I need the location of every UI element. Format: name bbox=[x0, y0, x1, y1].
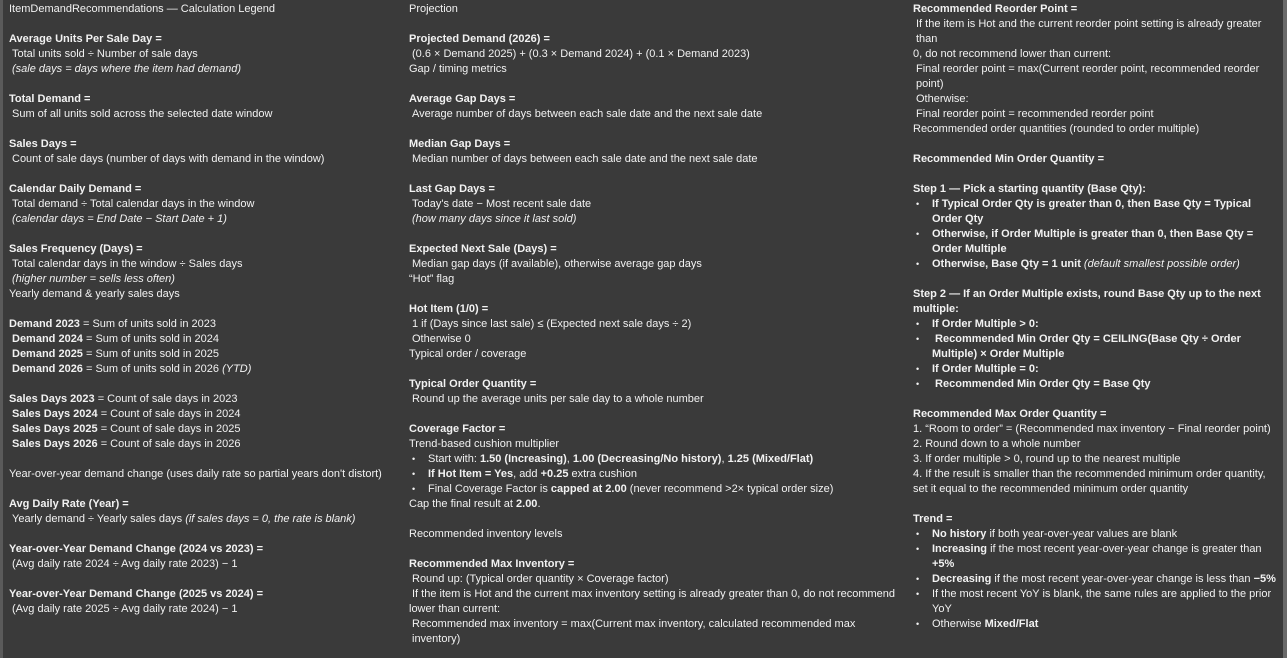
legend-line bbox=[409, 152, 904, 167]
spacer bbox=[913, 392, 1279, 407]
legend-line bbox=[409, 527, 904, 542]
legend-line bbox=[409, 317, 904, 332]
legend-term: Otherwise, Base Qty = 1 unit bbox=[932, 258, 1084, 270]
legend-text: “Hot” flag bbox=[409, 273, 455, 285]
legend-line bbox=[409, 587, 904, 602]
spacer bbox=[409, 287, 904, 302]
legend-line bbox=[913, 92, 1279, 107]
legend-text: = Count of sale days in 2026 bbox=[97, 438, 241, 450]
legend-line bbox=[913, 182, 1279, 197]
spacer bbox=[9, 452, 401, 467]
spacer bbox=[409, 512, 904, 527]
legend-text: 4. If the result is smaller than the recommended minimum order quantity, set it equal to the recommended minimum order quantity bbox=[913, 468, 1269, 495]
legend-note: (sale days = days where the item had demand) bbox=[12, 63, 241, 75]
legend-line bbox=[409, 392, 904, 407]
legend-line bbox=[9, 512, 401, 527]
legend-line bbox=[409, 197, 904, 212]
legend-term: If Order Multiple = 0: bbox=[932, 363, 1039, 375]
legend-bullet-item bbox=[913, 572, 1279, 587]
spacer bbox=[409, 122, 904, 137]
legend-term: +5% bbox=[932, 558, 955, 570]
legend-line bbox=[409, 572, 904, 587]
legend-text: 3. If order multiple > 0, round up to the nearest multiple bbox=[913, 453, 1181, 465]
legend-line bbox=[913, 437, 1279, 452]
legend-line bbox=[9, 92, 401, 107]
legend-bullet-item bbox=[913, 587, 1279, 617]
spacer bbox=[9, 572, 401, 587]
legend-term: Year-over-Year Demand Change (2025 vs 2024) = bbox=[9, 588, 264, 600]
legend-column-projection bbox=[409, 2, 904, 647]
legend-line bbox=[9, 152, 401, 167]
legend-line bbox=[9, 107, 401, 122]
legend-text: = Sum of units sold in 2025 bbox=[82, 348, 219, 360]
legend-text: If the most recent YoY is blank, the same rules are applied to the prior YoY bbox=[932, 588, 1275, 615]
legend-line bbox=[9, 32, 401, 47]
legend-line bbox=[409, 242, 904, 257]
legend-bullet-item bbox=[409, 452, 904, 467]
legend-text: = Count of sale days in 2023 bbox=[94, 393, 238, 405]
legend-line bbox=[9, 317, 401, 332]
legend-line bbox=[409, 437, 904, 452]
legend-term: 1.50 (Increasing) bbox=[479, 453, 567, 465]
legend-bullet-item bbox=[913, 332, 1279, 362]
legend-text: Count of sale days (number of days with demand in the window) bbox=[12, 153, 325, 165]
legend-text: = Sum of units sold in 2026 bbox=[82, 363, 223, 375]
legend-text: Round up: (Typical order quantity × Coverage factor) bbox=[412, 573, 669, 585]
legend-line bbox=[409, 377, 904, 392]
legend-text: if the most recent year-over-year change is greater than bbox=[987, 543, 1265, 555]
legend-line bbox=[913, 422, 1279, 437]
legend-term: Avg Daily Rate (Year) = bbox=[9, 498, 129, 510]
legend-bullet-item bbox=[913, 377, 1279, 392]
legend-note: (calendar days = End Date − Start Date + 1) bbox=[12, 213, 227, 225]
legend-line bbox=[9, 242, 401, 257]
legend-text: = Count of sale days in 2024 bbox=[97, 408, 241, 420]
legend-line bbox=[913, 47, 1279, 62]
legend-line bbox=[9, 437, 401, 452]
spacer bbox=[409, 542, 904, 557]
legend-text: Median number of days between each sale date and the next sale date bbox=[412, 153, 758, 165]
legend-line bbox=[409, 62, 904, 77]
legend-text: Start with: bbox=[428, 453, 480, 465]
legend-line bbox=[9, 332, 401, 347]
legend-line bbox=[409, 497, 904, 512]
legend-line bbox=[9, 602, 401, 617]
legend-line bbox=[409, 182, 904, 197]
spacer bbox=[913, 167, 1279, 182]
legend-line bbox=[409, 257, 904, 272]
legend-line bbox=[9, 557, 401, 572]
legend-term: 2.00 bbox=[516, 498, 538, 510]
legend-note: (higher number = sells less often) bbox=[12, 273, 175, 285]
legend-term: Recommended Min Order Qty = Base Qty bbox=[932, 378, 1151, 390]
legend-line bbox=[409, 602, 904, 617]
legend-term: Sales Days 2023 bbox=[9, 393, 95, 405]
legend-line bbox=[409, 272, 904, 287]
legend-text: Yearly demand ÷ Yearly sales days bbox=[12, 513, 186, 525]
spacer bbox=[409, 167, 904, 182]
legend-text: Final reorder point = max(Current reorder point, recommended reorder point) bbox=[916, 63, 1263, 90]
legend-text: if both year-over-year values are blank bbox=[986, 528, 1178, 540]
legend-term: Demand 2024 bbox=[12, 333, 83, 345]
legend-line bbox=[913, 407, 1279, 422]
spacer bbox=[409, 77, 904, 92]
legend-term: Increasing bbox=[932, 543, 988, 555]
legend-text: lower than current: bbox=[409, 603, 501, 615]
legend-term: Mixed/Flat bbox=[984, 618, 1039, 630]
legend-term: If Typical Order Qty is greater than 0, then Base Qty = Typical Order Qty bbox=[932, 198, 1255, 225]
legend-term: Expected Next Sale (Days) = bbox=[409, 243, 557, 255]
legend-note: (if sales days = 0, the rate is blank) bbox=[185, 513, 356, 525]
legend-line bbox=[913, 452, 1279, 467]
legend-line bbox=[913, 467, 1279, 497]
spacer bbox=[409, 227, 904, 242]
legend-line bbox=[9, 392, 401, 407]
legend-term: Decreasing bbox=[932, 573, 992, 585]
legend-text: Otherwise 0 bbox=[412, 333, 471, 345]
legend-bullet-item bbox=[913, 527, 1279, 542]
spacer bbox=[409, 17, 904, 32]
legend-line bbox=[409, 2, 904, 17]
legend-term: Demand 2023 bbox=[9, 318, 80, 330]
legend-column-recommendations bbox=[913, 2, 1279, 632]
legend-term: No history bbox=[932, 528, 987, 540]
legend-term: Sales Frequency (Days) = bbox=[9, 243, 143, 255]
legend-term: Demand 2026 bbox=[12, 363, 83, 375]
legend-term: 1.25 (Mixed/Flat) bbox=[727, 453, 814, 465]
legend-line bbox=[9, 137, 401, 152]
legend-term: Step 2 — If an Order Multiple exists, round Base Qty up to the next multiple: bbox=[913, 288, 1264, 315]
vertical-scrollbar[interactable] bbox=[1283, 0, 1287, 658]
legend-term: Recommended Reorder Point = bbox=[913, 3, 1078, 15]
legend-text: If the item is Hot and the current reorder point setting is already greater than bbox=[916, 18, 1265, 45]
spacer bbox=[9, 302, 401, 317]
legend-line bbox=[913, 2, 1279, 17]
legend-line bbox=[9, 347, 401, 362]
legend-text: , bbox=[566, 453, 573, 465]
legend-text: Year-over-year demand change (uses daily rate so partial years don't distort) bbox=[9, 468, 382, 480]
legend-term: Total Demand = bbox=[9, 93, 91, 105]
legend-term: Coverage Factor = bbox=[409, 423, 506, 435]
legend-text: 1. “Room to order” = (Recommended max inventory − Final reorder point) bbox=[913, 423, 1271, 435]
legend-text: (Avg daily rate 2025 ÷ Avg daily rate 2024) − 1 bbox=[12, 603, 238, 615]
legend-bullet-item bbox=[913, 197, 1279, 227]
legend-line bbox=[913, 287, 1279, 317]
legend-term: Step 1 — Pick a starting quantity (Base Qty): bbox=[913, 183, 1146, 195]
spacer bbox=[409, 362, 904, 377]
legend-text: Cap the final result at bbox=[409, 498, 517, 510]
spacer bbox=[9, 122, 401, 137]
legend-term: Sales Days 2025 bbox=[12, 423, 98, 435]
legend-term: Typical Order Quantity = bbox=[409, 378, 537, 390]
legend-line bbox=[409, 557, 904, 572]
legend-line bbox=[913, 62, 1279, 92]
legend-text: Otherwise bbox=[932, 618, 985, 630]
legend-line bbox=[9, 362, 401, 377]
legend-line bbox=[9, 422, 401, 437]
legend-text: Total units sold ÷ Number of sale days bbox=[12, 48, 198, 60]
legend-note: (how many days since it last sold) bbox=[412, 213, 577, 225]
legend-line bbox=[9, 182, 401, 197]
legend-text: Otherwise: bbox=[916, 93, 969, 105]
legend-line bbox=[409, 47, 904, 62]
legend-line bbox=[9, 542, 401, 557]
legend-note: (YTD) bbox=[222, 363, 252, 375]
legend-text: Average number of days between each sale date and the next sale date bbox=[412, 108, 763, 120]
legend-bullet-item bbox=[913, 617, 1279, 632]
legend-term: Hot Item (1/0) = bbox=[409, 303, 489, 315]
legend-text: Sum of all units sold across the selected date window bbox=[12, 108, 273, 120]
legend-bullet-item bbox=[913, 542, 1279, 572]
legend-text: Projection bbox=[409, 3, 458, 15]
legend-text: extra cushion bbox=[568, 468, 637, 480]
legend-text: Recommended inventory levels bbox=[409, 528, 563, 540]
legend-text: Total demand ÷ Total calendar days in the window bbox=[12, 198, 255, 210]
legend-line bbox=[9, 197, 401, 212]
legend-term: Sales Days 2026 bbox=[12, 438, 98, 450]
legend-line bbox=[409, 422, 904, 437]
legend-term: Recommended Max Order Quantity = bbox=[913, 408, 1107, 420]
legend-text: Typical order / coverage bbox=[409, 348, 527, 360]
legend-text: (Avg daily rate 2024 ÷ Avg daily rate 2023) − 1 bbox=[12, 558, 238, 570]
legend-term: −5% bbox=[1253, 573, 1276, 585]
legend-text: = Count of sale days in 2025 bbox=[97, 423, 241, 435]
legend-line bbox=[913, 122, 1279, 137]
legend-term: Recommended Max Inventory = bbox=[409, 558, 575, 570]
legend-text: Recommended order quantities (rounded to order multiple) bbox=[913, 123, 1200, 135]
legend-bullet-item bbox=[409, 467, 904, 482]
legend-term: Year-over-Year Demand Change (2024 vs 2023) = bbox=[9, 543, 264, 555]
legend-text: , add bbox=[513, 468, 541, 480]
legend-line bbox=[9, 62, 401, 77]
legend-line bbox=[409, 302, 904, 317]
legend-text: Today's date − Most recent sale date bbox=[412, 198, 592, 210]
legend-line bbox=[409, 332, 904, 347]
spacer bbox=[9, 482, 401, 497]
legend-text: Final Coverage Factor is bbox=[428, 483, 551, 495]
spacer bbox=[913, 497, 1279, 512]
spacer bbox=[9, 527, 401, 542]
legend-term: Median Gap Days = bbox=[409, 138, 511, 150]
legend-term: Sales Days = bbox=[9, 138, 77, 150]
legend-term: Last Gap Days = bbox=[409, 183, 495, 195]
legend-text: 0, do not recommend lower than current: bbox=[913, 48, 1112, 60]
legend-line bbox=[9, 272, 401, 287]
legend-term: +0.25 bbox=[540, 468, 569, 480]
legend-text: . bbox=[537, 498, 541, 510]
legend-text: if the most recent year-over-year change is less than bbox=[991, 573, 1254, 585]
legend-term: Recommended Min Order Qty = CEILING(Base Qty ÷ Order Multiple) × Order Multiple bbox=[932, 333, 1244, 360]
legend-line bbox=[9, 497, 401, 512]
legend-text: Yearly demand & yearly sales days bbox=[9, 288, 180, 300]
legend-term: Trend = bbox=[913, 513, 953, 525]
legend-text: Final reorder point = recommended reorder point bbox=[916, 108, 1154, 120]
legend-line bbox=[9, 257, 401, 272]
legend-term: Otherwise, if Order Multiple is greater than 0, then Base Qty = Order Multiple bbox=[932, 228, 1257, 255]
spacer bbox=[9, 377, 401, 392]
spacer bbox=[9, 77, 401, 92]
legend-term: If Order Multiple > 0: bbox=[932, 318, 1039, 330]
legend-text: 1 if (Days since last sale) ≤ (Expected next sale days ÷ 2) bbox=[412, 318, 692, 330]
legend-line bbox=[409, 617, 904, 647]
legend-bullet-item bbox=[913, 362, 1279, 377]
legend-line bbox=[913, 152, 1279, 167]
legend-term: Average Units Per Sale Day = bbox=[9, 33, 162, 45]
legend-text: = Sum of units sold in 2024 bbox=[82, 333, 219, 345]
legend-text: If the item is Hot and the current max inventory setting is already greater than 0, do not recommend bbox=[412, 588, 896, 600]
legend-line bbox=[409, 32, 904, 47]
legend-line bbox=[913, 17, 1279, 47]
legend-bullet-item bbox=[913, 227, 1279, 257]
legend-line bbox=[9, 47, 401, 62]
legend-text: ItemDemandRecommendations — Calculation Legend bbox=[9, 3, 275, 15]
legend-text: Recommended max inventory = max(Current max inventory, calculated recommended max inventory) bbox=[412, 618, 859, 645]
legend-text: = Sum of units sold in 2023 bbox=[79, 318, 216, 330]
legend-text: Total calendar days in the window ÷ Sales days bbox=[12, 258, 243, 270]
legend-text: (0.6 × Demand 2025) + (0.3 × Demand 2024) + (0.1 × Demand 2023) bbox=[412, 48, 750, 60]
legend-note: (default smallest possible order) bbox=[1083, 258, 1240, 270]
spacer bbox=[913, 272, 1279, 287]
legend-line bbox=[913, 107, 1279, 122]
spacer bbox=[9, 227, 401, 242]
legend-bullet-item bbox=[913, 317, 1279, 332]
legend-line bbox=[409, 347, 904, 362]
legend-text: 2. Round down to a whole number bbox=[913, 438, 1081, 450]
legend-text: , bbox=[721, 453, 728, 465]
legend-term: Projected Demand (2026) = bbox=[409, 33, 550, 45]
legend-line bbox=[9, 587, 401, 602]
legend-term: Average Gap Days = bbox=[409, 93, 516, 105]
legend-term: If Hot Item = Yes bbox=[428, 468, 514, 480]
legend-text: Trend-based cushion multiplier bbox=[409, 438, 559, 450]
legend-line bbox=[409, 212, 904, 227]
legend-term: Recommended Min Order Quantity = bbox=[913, 153, 1105, 165]
legend-term: 1.00 (Decreasing/No history) bbox=[572, 453, 722, 465]
legend-line bbox=[409, 107, 904, 122]
legend-line bbox=[9, 287, 401, 302]
legend-term: Sales Days 2024 bbox=[12, 408, 98, 420]
legend-term: capped at 2.00 bbox=[550, 483, 627, 495]
legend-bullet-item bbox=[913, 257, 1279, 272]
spacer bbox=[9, 17, 401, 32]
spacer bbox=[913, 137, 1279, 152]
legend-bullet-item bbox=[409, 482, 904, 497]
legend-text: Round up the average units per sale day to a whole number bbox=[412, 393, 704, 405]
legend-column-metrics bbox=[9, 2, 401, 617]
spacer bbox=[409, 407, 904, 422]
legend-line bbox=[409, 92, 904, 107]
legend-line bbox=[9, 2, 401, 17]
legend-line bbox=[409, 137, 904, 152]
legend-line bbox=[9, 407, 401, 422]
spacer bbox=[9, 167, 401, 182]
legend-text: (never recommend >2× typical order size) bbox=[626, 483, 834, 495]
legend-term: Calendar Daily Demand = bbox=[9, 183, 142, 195]
legend-text: Gap / timing metrics bbox=[409, 63, 507, 75]
legend-line bbox=[9, 212, 401, 227]
legend-text: Median gap days (if available), otherwise average gap days bbox=[412, 258, 702, 270]
legend-line bbox=[9, 467, 401, 482]
legend-term: Demand 2025 bbox=[12, 348, 83, 360]
legend-line bbox=[913, 512, 1279, 527]
